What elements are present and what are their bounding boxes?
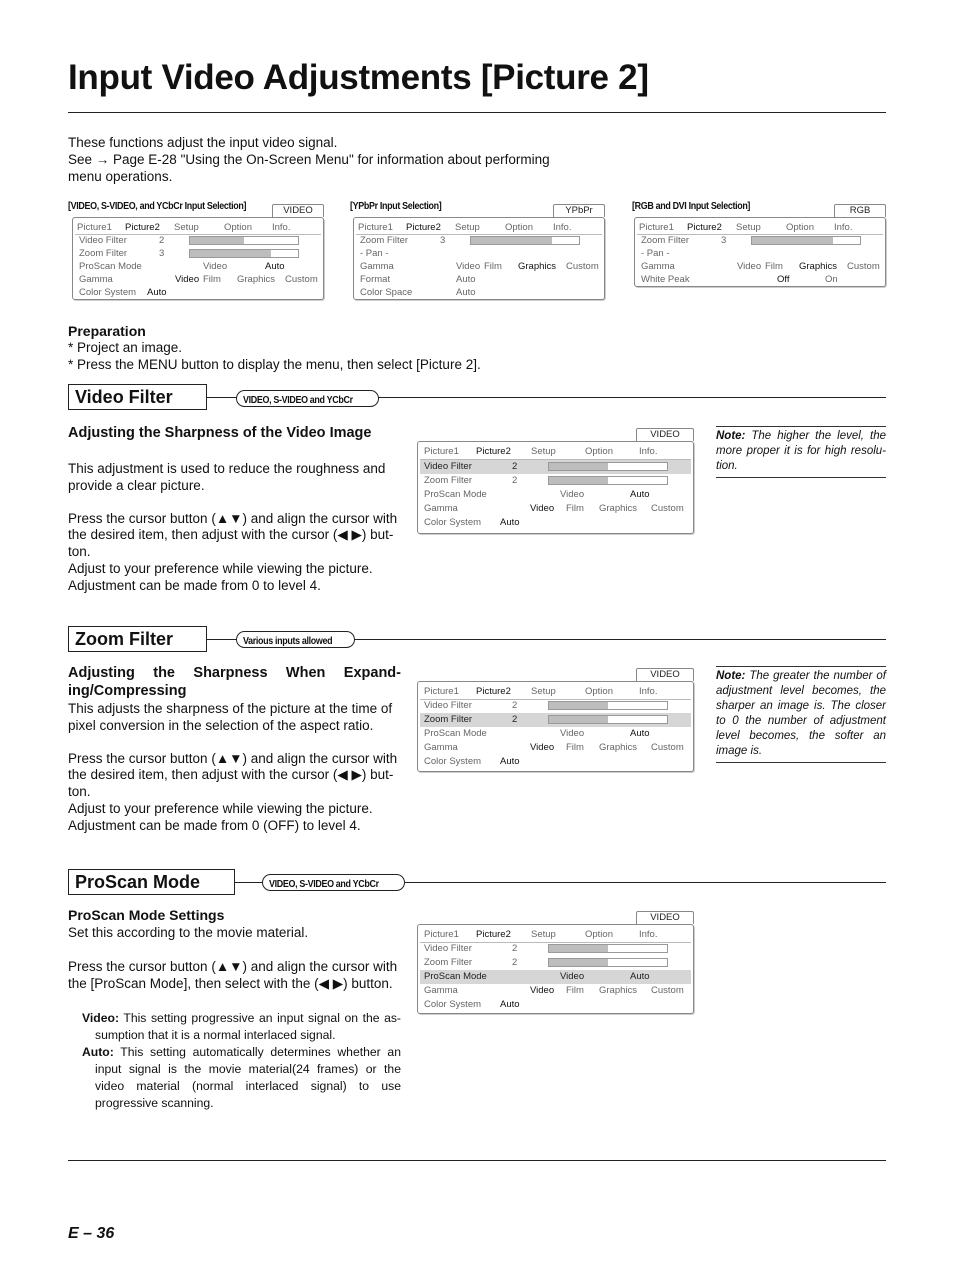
osd-row-proscan bbox=[75, 260, 321, 273]
definition-term: Video: bbox=[82, 1011, 120, 1025]
row-value: 2 bbox=[512, 714, 518, 725]
tab-picture1: Picture1 bbox=[424, 929, 459, 940]
row-value: Auto bbox=[500, 756, 520, 767]
level-bar bbox=[470, 236, 580, 245]
tab-info: Info. bbox=[834, 222, 853, 233]
osd-row-white-peak bbox=[637, 273, 883, 286]
row-label: Gamma bbox=[424, 503, 458, 514]
level-bar bbox=[548, 958, 668, 967]
row-label: Color Space bbox=[360, 287, 413, 298]
row-label: Video Filter bbox=[79, 235, 127, 246]
row-option: Custom bbox=[651, 503, 684, 514]
osd-row-video-filter bbox=[420, 460, 691, 474]
osd-menu-proscan bbox=[417, 911, 694, 1014]
row-value: 2 bbox=[512, 700, 518, 711]
tab-setup: Setup bbox=[174, 222, 199, 233]
row-label: Color System bbox=[79, 287, 137, 298]
osd-row-pan bbox=[356, 247, 602, 260]
tab-picture1: Picture1 bbox=[77, 222, 112, 233]
tab-info: Info. bbox=[639, 446, 658, 457]
input-badge-text: VIDEO, S-VIDEO and YCbCr bbox=[243, 394, 353, 406]
note-video-filter bbox=[716, 426, 886, 478]
osd-row-gamma bbox=[75, 273, 321, 286]
section-heading-video-filter: Video Filter bbox=[68, 384, 207, 410]
row-label: Gamma bbox=[641, 261, 675, 272]
note-text: The greater the number of adjustment level becomes, the sharper an image is. The closer to 0 the number of adjustment level becomes, the softer an image is. bbox=[716, 670, 887, 757]
osd-tag: VIDEO bbox=[636, 668, 694, 681]
level-bar bbox=[548, 715, 668, 724]
preparation-heading: Preparation bbox=[68, 323, 146, 339]
osd-menu-rgb bbox=[634, 204, 886, 287]
level-bar bbox=[548, 701, 668, 710]
input-badge-text: Various inputs allowed bbox=[243, 635, 333, 647]
row-value: 2 bbox=[512, 475, 518, 486]
osd-row-video-filter bbox=[75, 234, 321, 247]
tab-setup: Setup bbox=[531, 686, 556, 697]
row-label: ProScan Mode bbox=[79, 261, 142, 272]
row-option: Film bbox=[566, 503, 584, 514]
osd-row-gamma bbox=[637, 260, 883, 273]
row-label: Zoom Filter bbox=[424, 957, 473, 968]
page-title: Input Video Adjustments [Picture 2] bbox=[68, 58, 649, 97]
definition-text: This setting automatically determines whether an input signal is the movie material(24 frames) or the video material (normal interlaced signal) to use progressive scanning. bbox=[95, 1045, 401, 1110]
row-label: Gamma bbox=[79, 274, 113, 285]
osd-row-color-system bbox=[420, 998, 691, 1012]
video-filter-text bbox=[68, 461, 401, 595]
osd-row-zoom-filter bbox=[75, 247, 321, 260]
osd-row-proscan bbox=[420, 970, 691, 984]
row-option: Film bbox=[203, 274, 221, 285]
note-label: Note: bbox=[716, 430, 746, 442]
osd-row-zoom-filter bbox=[420, 713, 691, 727]
osd-tag: RGB bbox=[834, 204, 886, 217]
row-option: Custom bbox=[651, 985, 684, 996]
tab-setup: Setup bbox=[531, 446, 556, 457]
row-value: 3 bbox=[721, 235, 727, 246]
tab-option: Option bbox=[786, 222, 814, 233]
osd-tag: VIDEO bbox=[636, 428, 694, 441]
row-option: Film bbox=[566, 985, 584, 996]
paragraph: Press the cursor button (▲▼) and align the cursor with the desired item, then adjust with the cursor (◀ ▶) but-ton. bbox=[68, 750, 398, 800]
paragraph: Adjust to your preference while viewing the picture. bbox=[68, 800, 373, 816]
paragraph: Adjustment can be made from 0 to level 4. bbox=[68, 577, 321, 593]
paragraph: This adjustment is used to reduce the roughness and provide a clear picture. bbox=[68, 461, 386, 493]
row-option: Auto bbox=[630, 971, 650, 982]
osd-menu-zoom-filter bbox=[417, 668, 694, 772]
row-option: Graphics bbox=[237, 274, 276, 285]
osd-row-video-filter bbox=[420, 699, 691, 713]
level-bar bbox=[548, 944, 668, 953]
row-value: Auto bbox=[456, 287, 476, 298]
tab-picture2: Picture2 bbox=[125, 222, 160, 233]
tab-picture2: Picture2 bbox=[476, 929, 511, 940]
note-label: Note: bbox=[716, 670, 746, 682]
row-label: White Peak bbox=[641, 274, 690, 285]
osd-tabs bbox=[637, 221, 883, 235]
osd-tabs bbox=[75, 221, 321, 235]
row-value: Auto bbox=[147, 287, 167, 298]
row-option: Video bbox=[203, 261, 228, 272]
row-option: Video bbox=[737, 261, 762, 272]
row-label: Video Filter bbox=[424, 700, 472, 711]
row-label: Zoom Filter bbox=[641, 235, 690, 246]
osd-tag: VIDEO bbox=[272, 204, 324, 217]
intro-line-2: See → Page E-28 "Using the On-Screen Menu" for information about performing bbox=[68, 151, 550, 167]
zoom-filter-text bbox=[68, 701, 401, 835]
level-bar bbox=[548, 462, 668, 471]
osd-row-color-space bbox=[356, 286, 602, 299]
paragraph: Press the cursor button (▲▼) and align the cursor with the desired item, then adjust with the cursor (◀ ▶) but-ton. bbox=[68, 510, 398, 560]
osd-row-color-system bbox=[420, 755, 691, 769]
tab-setup: Setup bbox=[736, 222, 761, 233]
row-label: ProScan Mode bbox=[424, 728, 487, 739]
tab-option: Option bbox=[585, 929, 613, 940]
osd-row-video-filter bbox=[420, 942, 691, 956]
osd-row-color-system bbox=[420, 516, 691, 530]
osd-menu-video bbox=[72, 204, 324, 300]
tab-picture2: Picture2 bbox=[476, 686, 511, 697]
tab-picture2: Picture2 bbox=[476, 446, 511, 457]
level-bar bbox=[548, 476, 668, 485]
row-label: Color System bbox=[424, 999, 482, 1010]
tab-option: Option bbox=[505, 222, 533, 233]
tab-info: Info. bbox=[272, 222, 291, 233]
row-value: 2 bbox=[512, 943, 518, 954]
row-label: - Pan - bbox=[641, 248, 670, 259]
row-label: Zoom Filter bbox=[424, 475, 473, 486]
sub-heading: Adjusting the Sharpness of the Video Image bbox=[68, 425, 372, 441]
tab-picture1: Picture1 bbox=[424, 686, 459, 697]
osd-row-zoom-filter bbox=[420, 474, 691, 488]
intro bbox=[68, 135, 628, 185]
row-option: Video bbox=[530, 742, 555, 753]
row-label: ProScan Mode bbox=[424, 489, 487, 500]
osd-tabs bbox=[420, 685, 691, 700]
section-heading-proscan: ProScan Mode bbox=[68, 869, 235, 895]
row-option: Video bbox=[530, 503, 555, 514]
sub-heading: Adjusting the Sharpness When Expand-ing/Compressing bbox=[68, 665, 401, 699]
sub-heading: ProScan Mode Settings bbox=[68, 907, 225, 923]
input-badge-text: VIDEO, S-VIDEO and YCbCr bbox=[269, 878, 379, 890]
osd-row-gamma bbox=[356, 260, 602, 273]
row-option: Auto bbox=[265, 261, 285, 272]
row-option: Video bbox=[175, 274, 200, 285]
row-option: Video bbox=[530, 985, 555, 996]
definition-text: This setting progressive an input signal on the as-sumption that it is a normal interlaced signal. bbox=[95, 1011, 401, 1042]
osd-row-proscan bbox=[420, 727, 691, 741]
definition-video bbox=[82, 1010, 401, 1044]
level-bar bbox=[189, 236, 299, 245]
osd-row-gamma bbox=[420, 984, 691, 998]
tab-picture2: Picture2 bbox=[406, 222, 441, 233]
level-bar bbox=[751, 236, 861, 245]
row-option: Auto bbox=[630, 728, 650, 739]
row-value: Auto bbox=[500, 999, 520, 1010]
row-option: Custom bbox=[651, 742, 684, 753]
row-label: Zoom Filter bbox=[360, 235, 409, 246]
osd-row-gamma bbox=[420, 502, 691, 516]
osd-row-color-system bbox=[75, 286, 321, 299]
tab-info: Info. bbox=[553, 222, 572, 233]
input-badge bbox=[262, 874, 405, 891]
row-label: Color System bbox=[424, 517, 482, 528]
row-option: Off bbox=[777, 274, 790, 285]
osd-row-gamma bbox=[420, 741, 691, 755]
osd-row-pan bbox=[637, 247, 883, 260]
intro-line-1: These functions adjust the input video signal. bbox=[68, 135, 338, 150]
tab-picture1: Picture1 bbox=[424, 446, 459, 457]
preparation-item: * Press the MENU button to display the menu, then select [Picture 2]. bbox=[68, 356, 481, 372]
input-badge bbox=[236, 631, 355, 648]
row-option: Film bbox=[566, 742, 584, 753]
row-label: Video Filter bbox=[424, 943, 472, 954]
osd-row-zoom-filter bbox=[637, 234, 883, 247]
row-label: Video Filter bbox=[424, 461, 472, 472]
row-value: 2 bbox=[512, 461, 518, 472]
row-option: Auto bbox=[630, 489, 650, 500]
tab-info: Info. bbox=[639, 686, 658, 697]
osd-menu-ypbpr bbox=[353, 204, 605, 300]
paragraph: Press the cursor button (▲▼) and align the cursor with the [ProScan Mode], then select with the (◀ ▶) button. bbox=[68, 958, 398, 991]
preparation bbox=[68, 323, 668, 373]
row-value: 2 bbox=[159, 235, 165, 246]
note-zoom-filter bbox=[716, 666, 886, 763]
osd-tag: YPbPr bbox=[553, 204, 605, 217]
osd-row-proscan bbox=[420, 488, 691, 502]
definition-auto bbox=[82, 1044, 401, 1112]
tab-setup: Setup bbox=[455, 222, 480, 233]
row-label: Format bbox=[360, 274, 391, 285]
row-label: Gamma bbox=[424, 742, 458, 753]
row-value: 3 bbox=[440, 235, 446, 246]
page-number: E – 36 bbox=[68, 1225, 115, 1242]
osd-row-format bbox=[356, 273, 602, 286]
row-option: Graphics bbox=[599, 985, 638, 996]
paragraph: Set this according to the movie material. bbox=[68, 925, 309, 940]
definition-term: Auto: bbox=[82, 1045, 114, 1059]
row-value: 2 bbox=[512, 957, 518, 968]
proscan-definitions bbox=[82, 1010, 401, 1112]
row-value: Auto bbox=[500, 517, 520, 528]
row-option: On bbox=[825, 274, 838, 285]
proscan-text bbox=[68, 925, 401, 992]
row-option: Video bbox=[560, 728, 585, 739]
row-option: Graphics bbox=[599, 742, 638, 753]
row-option: Film bbox=[765, 261, 783, 272]
osd-tabs bbox=[356, 221, 602, 235]
row-label: Gamma bbox=[360, 261, 394, 272]
row-label: - Pan - bbox=[360, 248, 389, 259]
row-option: Video bbox=[560, 489, 585, 500]
osd-tag: VIDEO bbox=[636, 911, 694, 924]
tab-option: Option bbox=[224, 222, 252, 233]
osd-row-zoom-filter bbox=[356, 234, 602, 247]
osd-menu-video-filter bbox=[417, 428, 694, 534]
tab-info: Info. bbox=[639, 929, 658, 940]
row-value: 3 bbox=[159, 248, 165, 259]
row-option: Video bbox=[560, 971, 585, 982]
input-badge bbox=[236, 390, 379, 407]
menu-caption-rgb: [RGB and DVI Input Selection] bbox=[632, 200, 751, 212]
row-option: Graphics bbox=[518, 261, 557, 272]
row-option: Graphics bbox=[599, 503, 638, 514]
paragraph: This adjusts the sharpness of the picture at the time of pixel conversion in the selection of the aspect ratio. bbox=[68, 701, 393, 733]
level-bar bbox=[189, 249, 299, 258]
osd-row-zoom-filter bbox=[420, 956, 691, 970]
tab-picture2: Picture2 bbox=[687, 222, 722, 233]
row-option: Custom bbox=[285, 274, 318, 285]
osd-tabs bbox=[420, 445, 691, 460]
paragraph: Adjust to your preference while viewing the picture. bbox=[68, 560, 373, 576]
footer-rule bbox=[68, 1160, 886, 1161]
row-option: Custom bbox=[847, 261, 880, 272]
tab-picture1: Picture1 bbox=[358, 222, 393, 233]
row-label: Gamma bbox=[424, 985, 458, 996]
intro-line-3: menu operations. bbox=[68, 168, 173, 184]
title-rule bbox=[68, 112, 886, 113]
row-option: Graphics bbox=[799, 261, 838, 272]
menu-caption-video: [VIDEO, S-VIDEO, and YCbCr Input Selection] bbox=[68, 200, 247, 212]
row-label: Color System bbox=[424, 756, 482, 767]
paragraph: Adjustment can be made from 0 (OFF) to level 4. bbox=[68, 817, 361, 833]
tab-setup: Setup bbox=[531, 929, 556, 940]
row-label: Zoom Filter bbox=[79, 248, 128, 259]
note-text: The higher the level, the more proper it is for high resolu-tion. bbox=[716, 430, 886, 472]
row-value: Auto bbox=[456, 274, 476, 285]
row-option: Video bbox=[456, 261, 481, 272]
menu-caption-ypbpr: [YPbPr Input Selection] bbox=[350, 200, 442, 212]
row-option: Custom bbox=[566, 261, 599, 272]
osd-tabs bbox=[420, 928, 691, 943]
row-label: ProScan Mode bbox=[424, 971, 487, 982]
row-label: Zoom Filter bbox=[424, 714, 473, 725]
tab-option: Option bbox=[585, 446, 613, 457]
tab-option: Option bbox=[585, 686, 613, 697]
row-option: Film bbox=[484, 261, 502, 272]
preparation-item: * Project an image. bbox=[68, 339, 183, 355]
section-heading-zoom-filter: Zoom Filter bbox=[68, 626, 207, 652]
tab-picture1: Picture1 bbox=[639, 222, 674, 233]
